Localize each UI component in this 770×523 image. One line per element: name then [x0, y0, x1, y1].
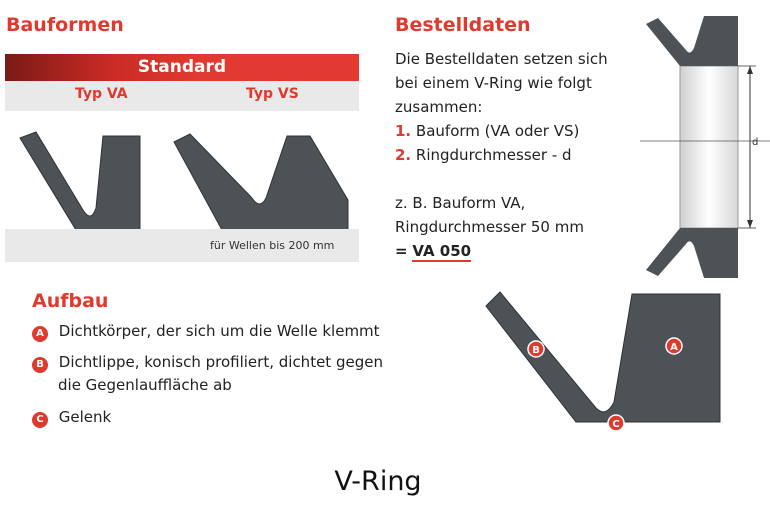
type-vs-profile [172, 130, 362, 240]
intro-line: bei einem V-Ring wie folgt [395, 74, 592, 92]
bestelldaten-intro [395, 47, 608, 263]
order-item-number: 2. [395, 146, 412, 164]
bestelldaten-heading: Bestelldaten [395, 14, 531, 36]
aufbau-item-b [32, 351, 383, 397]
result-code: VA 050 [412, 242, 472, 260]
badge-a: A [32, 326, 48, 342]
diameter-label: d [752, 137, 759, 148]
order-result [395, 239, 608, 263]
footnote-text: für Wellen bis 200 mm [210, 239, 335, 252]
aufbau-heading: Aufbau [32, 290, 109, 312]
intro-line: zusammen: [395, 98, 483, 116]
example-line: z. B. Bauform VA, [395, 194, 526, 212]
intro-line: Die Bestelldaten setzen sich [395, 50, 608, 68]
standard-banner: Standard [5, 54, 359, 81]
type-va-label: Typ VA [75, 86, 128, 102]
result-prefix: = [395, 242, 408, 260]
type-header-row [5, 81, 359, 111]
order-item-number: 1. [395, 122, 412, 140]
aufbau-item-text-cont: die Gegenlauffläche ab [58, 376, 232, 394]
aufbau-item-text: Gelenk [58, 408, 112, 426]
example-line: Ringdurchmesser 50 mm [395, 218, 584, 236]
vring-section-diagram [640, 12, 770, 282]
label-a: A [670, 342, 678, 353]
label-c: C [612, 419, 620, 430]
badge-c: C [32, 412, 48, 428]
aufbau-list [32, 320, 383, 429]
type-va-profile [18, 130, 148, 240]
order-item-text: Bauform (VA oder VS) [415, 122, 580, 140]
order-item-2 [395, 143, 608, 167]
order-item-1 [395, 119, 608, 143]
aufbau-item-a [32, 320, 383, 343]
page-caption: V-Ring [334, 466, 422, 497]
aufbau-item-text: Dichtkörper, der sich um die Welle klemmt [58, 322, 380, 340]
label-b: B [532, 345, 540, 356]
aufbau-item-c [32, 406, 383, 429]
badge-b: B [32, 357, 48, 373]
aufbau-item-text: Dichtlippe, konisch profiliert, dichtet gegen [58, 353, 383, 371]
order-item-text: Ringdurchmesser - d [415, 146, 572, 164]
type-vs-label: Typ VS [246, 86, 299, 102]
labeled-profile-diagram [484, 290, 734, 440]
bauformen-heading: Bauformen [6, 14, 124, 36]
